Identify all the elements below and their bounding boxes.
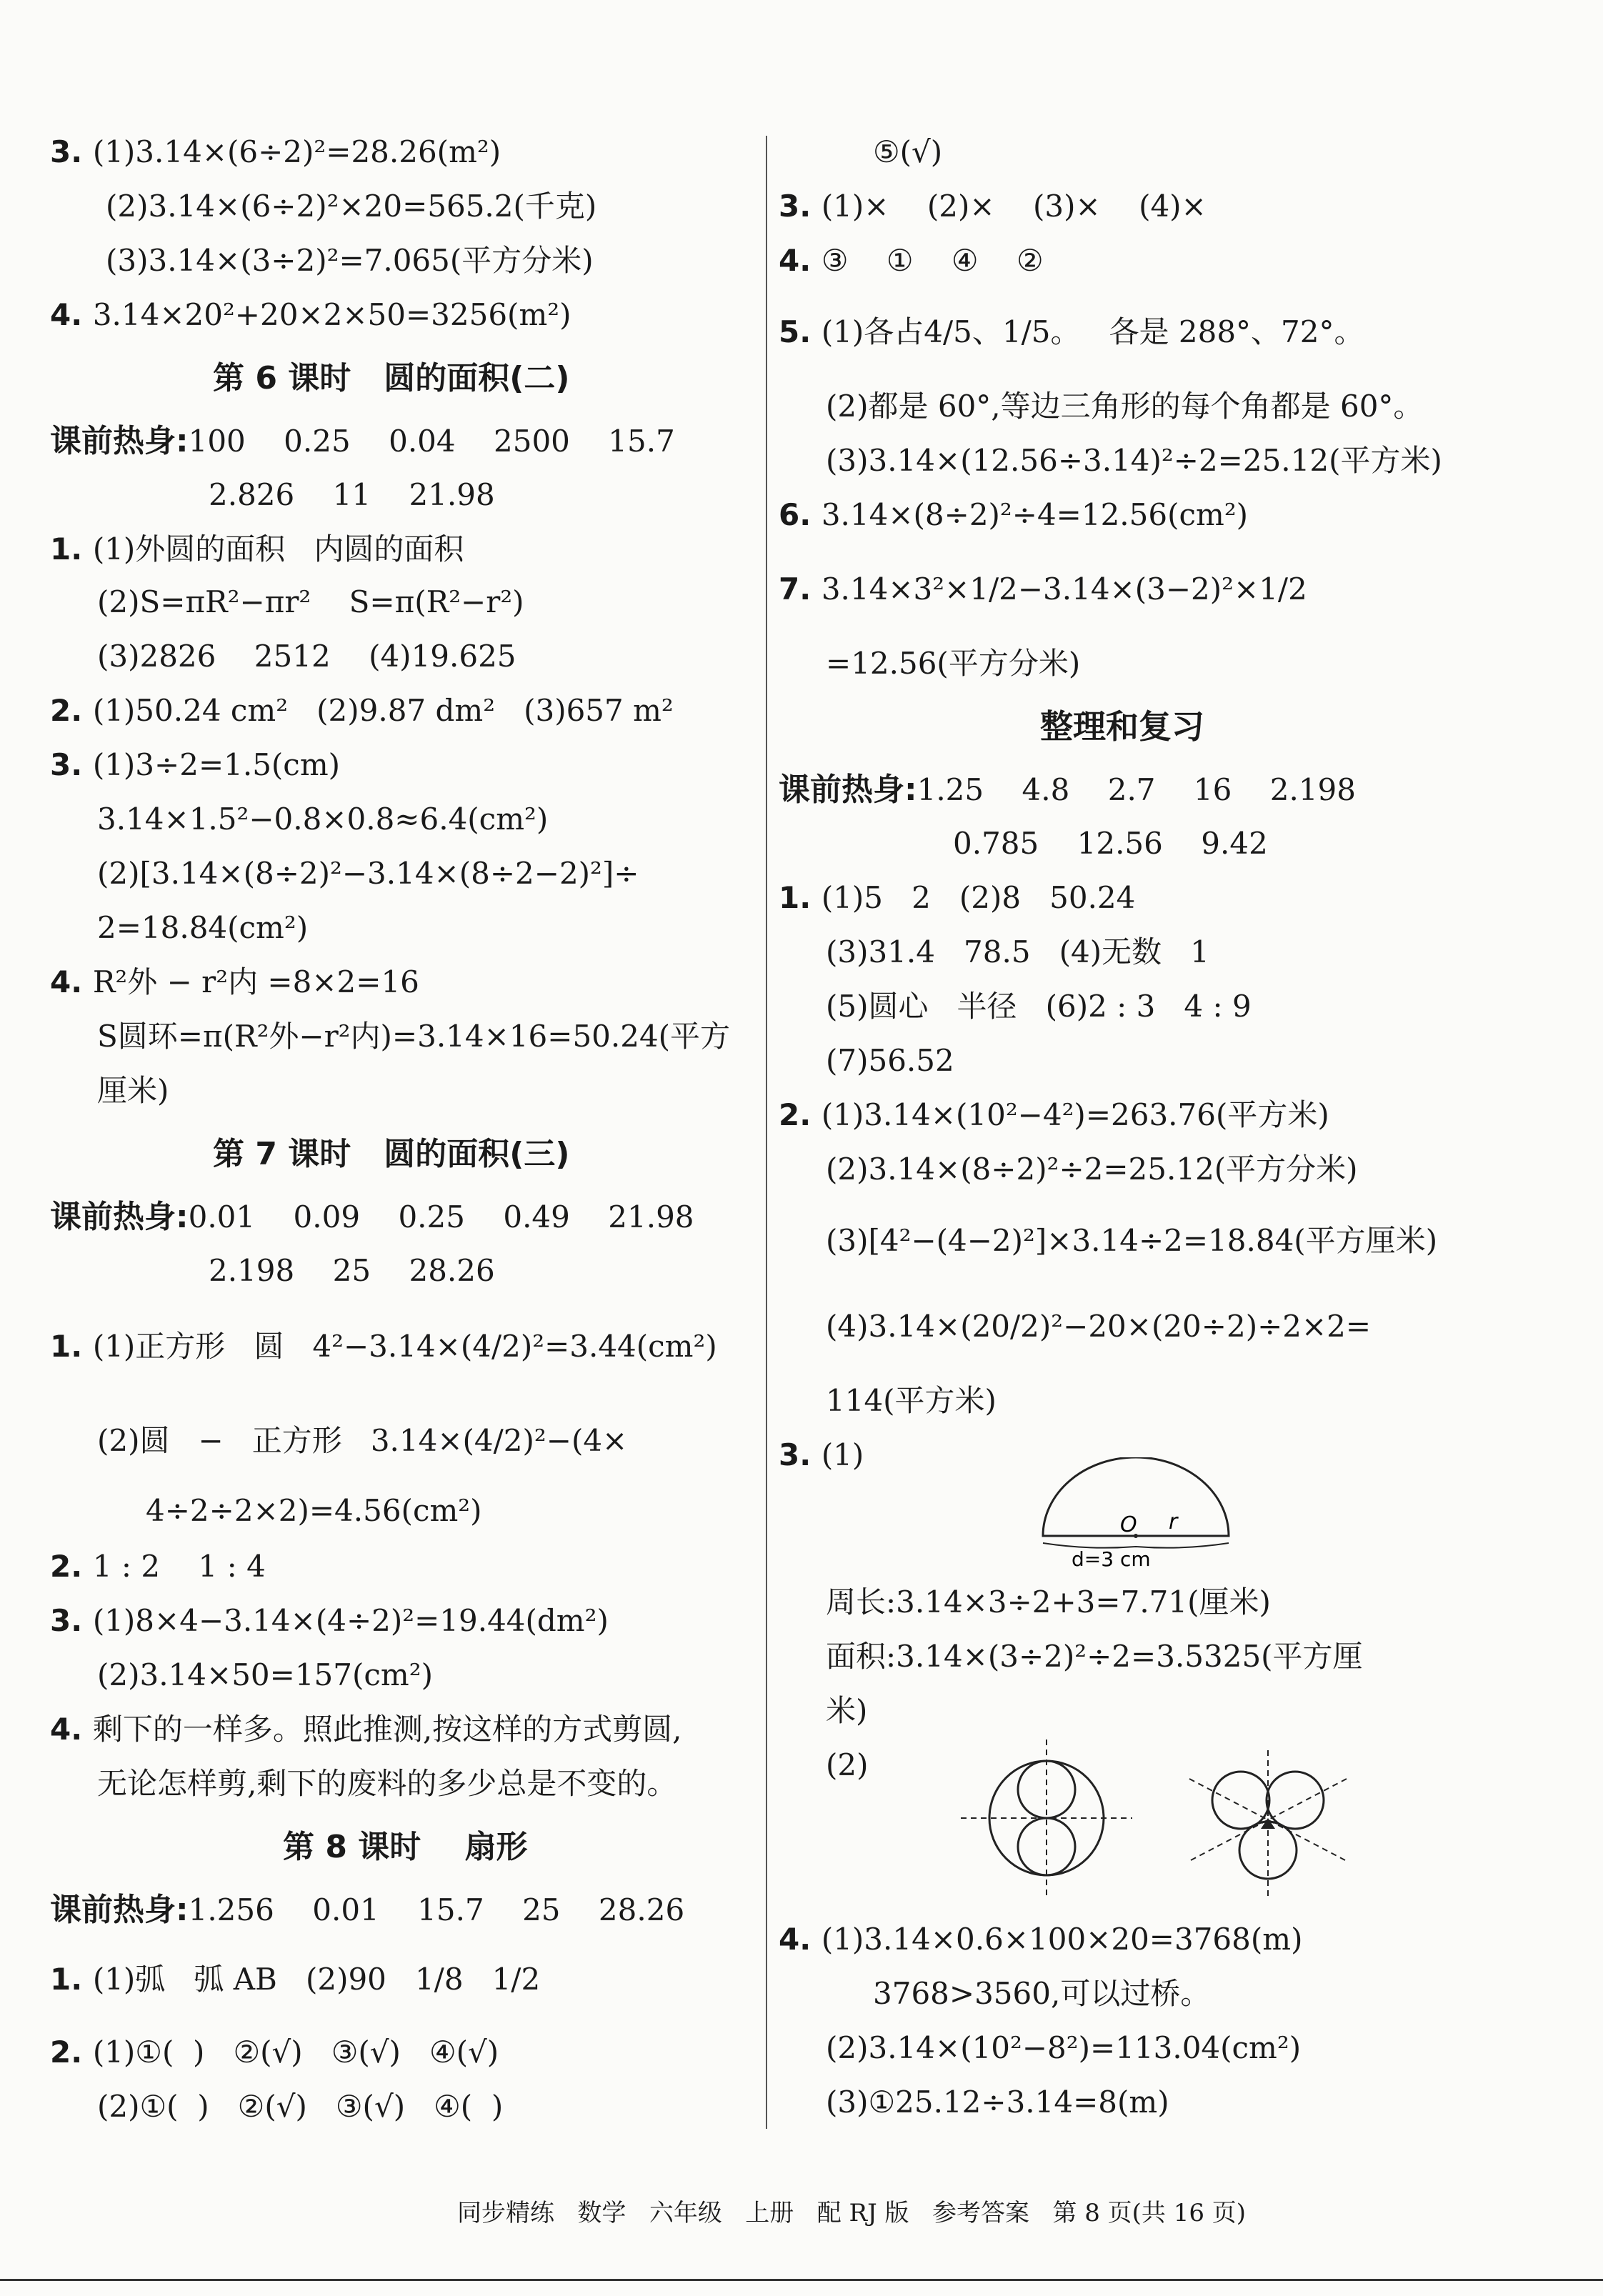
answer-text: 3.14×(8÷2)²÷4=12.56(cm²): [821, 497, 1249, 532]
question-number: 7.: [779, 571, 822, 607]
answer-text: (2)3.14×50=157(cm²): [97, 1657, 433, 1692]
left-line-24: [50, 1549, 266, 1584]
answer-text: 剩下的一样多。照此推测,按这样的方式剪圆,: [92, 1712, 682, 1747]
question-number: 6.: [779, 497, 822, 532]
answer-text: ③ ① ④ ②: [821, 243, 1044, 278]
right-line-7: [779, 571, 1307, 607]
answer-text: 100 0.25 0.04 2500 15.7: [188, 424, 675, 459]
answer-text: (1)外圆的面积 内圆的面积: [92, 531, 464, 566]
answer-text: 0.01 0.09 0.25 0.49 21.98: [188, 1199, 694, 1234]
answer-text: (1)5 2 (2)8 50.24: [821, 880, 1136, 915]
left-line-23: [146, 1493, 482, 1528]
question-number: 2.: [50, 1549, 93, 1584]
answer-text: (2)①( ) ②(√) ③(√) ④( ): [97, 2089, 504, 2124]
answer-text: (1)①( ) ②(√) ③(√) ④(√): [92, 2035, 499, 2070]
answer-text: (1): [821, 1437, 864, 1472]
question-number: 1.: [50, 531, 93, 566]
right-section-heading: 整理和复习: [1040, 707, 1204, 746]
answer-text: 无论怎样剪,剩下的废料的多少总是不变的。: [97, 1766, 677, 1801]
left-line-9: [97, 639, 516, 674]
answer-text: (2)3.14×(10²−8²)=113.04(cm²): [826, 2030, 1302, 2065]
right-line-27: [873, 1976, 1211, 2011]
answer-text: (1)各占4/5、1/5。 各是 288°、72°。: [821, 314, 1364, 349]
warmup-label: 课前热身:: [50, 1199, 189, 1235]
right-line-19: [826, 1309, 1372, 1344]
answer-text: (3)[4²−(4−2)²]×3.14÷2=18.84(平方厘米): [826, 1223, 1438, 1258]
right-line-18: [826, 1223, 1438, 1258]
answer-text: (7)56.52: [826, 1043, 954, 1078]
left-section-heading: 第 7 课时 圆的面积(三): [213, 1136, 570, 1172]
answer-text: =12.56(平方分米): [826, 646, 1081, 681]
answer-text: 114(平方米): [826, 1383, 997, 1418]
left-line-11: [50, 747, 341, 782]
left-line-10: [50, 693, 674, 728]
answer-text: 4÷2÷2×2)=4.56(cm²): [146, 1493, 482, 1528]
answer-text: ⑤(√): [873, 134, 943, 169]
answer-text: 周长:3.14×3÷2+3=7.71(厘米): [826, 1584, 1271, 1619]
right-line-20: [826, 1383, 997, 1418]
answer-text: (2)圆 − 正方形 3.14×(4/2)²−(4×: [97, 1423, 628, 1458]
right-line-2: [779, 243, 1044, 278]
left-line-32: [50, 2035, 499, 2070]
answer-text: (2)3.14×(6÷2)²×20=565.2(千克): [106, 189, 597, 224]
circle-figure-b: [1179, 1736, 1357, 1900]
answer-text: (3)3.14×(3÷2)²=7.065(平方分米): [106, 243, 594, 278]
question-number: 4.: [779, 1922, 822, 1957]
answer-text: 面积:3.14×(3÷2)²÷2=3.5325(平方厘: [826, 1639, 1363, 1674]
circle-figure-a: [957, 1736, 1136, 1900]
answer-text: (3)3.14×(12.56÷3.14)²÷2=25.12(平方米): [826, 443, 1442, 478]
semicircle-figure: [1029, 1457, 1243, 1572]
left-line-12: [97, 802, 549, 837]
left-line-1: [106, 189, 597, 224]
answer-text: (1)弧 弧 AB (2)90 1/8 1/2: [92, 1962, 541, 1997]
right-line-8: [826, 646, 1081, 681]
right-line-29: [826, 2085, 1169, 2120]
column-divider: [766, 136, 767, 2129]
question-number: 1.: [779, 880, 822, 915]
right-line-3: [779, 314, 1364, 349]
answer-text: 2.198 25 28.26: [209, 1253, 495, 1288]
right-line-14: [826, 989, 1252, 1024]
answer-text: (1)正方形 圆 4²−3.14×(4/2)²=3.44(cm²): [92, 1329, 717, 1364]
right-line-6: [779, 497, 1249, 532]
right-line-10: [779, 774, 1356, 806]
left-section-heading: 第 6 课时 圆的面积(二): [213, 360, 570, 396]
diameter-label: d=3 cm: [1072, 1547, 1151, 1571]
answer-text: 1 : 2 1 : 4: [92, 1549, 266, 1584]
right-line-4: [826, 389, 1424, 424]
left-line-6: [209, 477, 495, 512]
left-line-7: [50, 531, 464, 566]
left-line-17: [97, 1073, 169, 1108]
left-line-20: [209, 1253, 495, 1288]
question-number: 2.: [50, 693, 93, 728]
answer-text: 3.14×20²+20×2×50=3256(m²): [92, 297, 571, 332]
left-line-15: [50, 964, 419, 999]
right-line-23: [826, 1639, 1363, 1674]
right-line-17: [826, 1152, 1358, 1187]
right-line-25: [826, 1747, 869, 1782]
left-line-21: [50, 1329, 717, 1364]
question-number: 4.: [50, 1712, 93, 1747]
answer-text: 1.256 0.01 15.7 25 28.26: [188, 1892, 685, 1927]
left-line-16: [97, 1019, 731, 1054]
answer-text: (4)3.14×(20/2)²−20×(20÷2)÷2×2=: [826, 1309, 1372, 1344]
warmup-label: 课前热身:: [50, 1892, 189, 1928]
left-line-31: [50, 1962, 541, 1997]
right-line-15: [826, 1043, 954, 1078]
answer-text: (3)31.4 78.5 (4)无数 1: [826, 934, 1209, 969]
warmup-label: 课前热身:: [50, 423, 189, 459]
answer-text: 米): [826, 1693, 868, 1728]
answer-text: 0.785 12.56 9.42: [953, 826, 1268, 861]
radius-label: r: [1169, 1509, 1178, 1534]
left-line-22: [97, 1423, 628, 1458]
answer-text: (5)圆心 半径 (6)2 : 3 4 : 9: [826, 989, 1252, 1024]
left-line-2: [106, 243, 594, 278]
right-line-12: [779, 880, 1136, 915]
left-line-3: [50, 297, 571, 332]
question-number: 4.: [50, 297, 93, 332]
question-number: 2.: [779, 1097, 822, 1132]
question-number: 3.: [779, 189, 822, 224]
answer-text: (1)8×4−3.14×(4÷2)²=19.44(dm²): [92, 1603, 609, 1638]
question-number: 5.: [779, 314, 822, 349]
left-line-33: [97, 2089, 504, 2124]
answer-text: 3.14×1.5²−0.8×0.8≈6.4(cm²): [97, 802, 549, 837]
left-line-30: [50, 1892, 685, 1928]
question-number: 1.: [50, 1329, 93, 1364]
answer-text: 2=18.84(cm²): [97, 910, 309, 945]
right-line-26: [779, 1922, 1303, 1957]
right-line-5: [826, 443, 1442, 478]
right-line-28: [826, 2030, 1302, 2065]
answer-text: 3.14×3²×1/2−3.14×(3−2)²×1/2: [821, 571, 1307, 607]
answer-text: (1)3.14×(10²−4²)=263.76(平方米): [821, 1097, 1329, 1132]
left-line-8: [97, 584, 524, 619]
answer-text: (1)3÷2=1.5(cm): [92, 747, 341, 782]
answer-text: (1)3.14×0.6×100×20=3768(m): [821, 1922, 1303, 1957]
answer-text: (2): [826, 1747, 869, 1782]
answer-text: R²外 − r²内 =8×2=16: [92, 964, 419, 999]
left-line-28: [97, 1766, 677, 1801]
bottom-rule: [0, 2279, 1603, 2281]
right-line-0: [873, 134, 943, 169]
left-line-5: [50, 423, 675, 459]
page-footer: 同步精练 数学 六年级 上册 配 RJ 版 参考答案 第 8 页(共 16 页): [457, 2199, 1247, 2227]
question-number: 3.: [50, 134, 93, 169]
right-line-21: [779, 1437, 864, 1472]
left-line-0: [50, 134, 501, 169]
answer-text: (3)2826 2512 (4)19.625: [97, 639, 516, 674]
right-line-11: [953, 826, 1268, 861]
left-line-26: [97, 1657, 433, 1692]
right-line-1: [779, 189, 1207, 224]
right-line-16: [779, 1097, 1329, 1132]
left-section-heading: 第 8 课时 扇形: [283, 1829, 528, 1865]
answer-text: (2)[3.14×(8÷2)²−3.14×(8÷2−2)²]÷: [97, 856, 639, 891]
answer-text: 1.25 4.8 2.7 16 2.198: [917, 772, 1357, 807]
answer-text: (2)3.14×(8÷2)²÷2=25.12(平方分米): [826, 1152, 1358, 1187]
question-number: 2.: [50, 2035, 93, 2070]
right-line-24: [826, 1693, 868, 1728]
answer-text: (1)3.14×(6÷2)²=28.26(m²): [92, 134, 501, 169]
answer-text: S圆环=π(R²外−r²内)=3.14×16=50.24(平方: [97, 1019, 731, 1054]
left-line-13: [97, 856, 639, 891]
center-label: O: [1120, 1512, 1137, 1537]
left-line-14: [97, 910, 309, 945]
answer-text: (2)都是 60°,等边三角形的每个角都是 60°。: [826, 389, 1424, 424]
question-number: 1.: [50, 1962, 93, 1997]
warmup-label: 课前热身:: [779, 772, 917, 808]
answer-text: 厘米): [97, 1073, 169, 1108]
answer-text: (3)①25.12÷3.14=8(m): [826, 2085, 1169, 2120]
left-line-25: [50, 1603, 609, 1638]
answer-text: 2.826 11 21.98: [209, 477, 495, 512]
answer-text: 3768>3560,可以过桥。: [873, 1976, 1211, 2011]
answer-text: (1)50.24 cm² (2)9.87 dm² (3)657 m²: [92, 693, 674, 728]
answer-text: (1)× (2)× (3)× (4)×: [821, 189, 1207, 224]
question-number: 3.: [50, 747, 93, 782]
right-line-13: [826, 934, 1209, 969]
question-number: 3.: [50, 1603, 93, 1638]
question-number: 3.: [779, 1437, 822, 1472]
question-number: 4.: [779, 243, 822, 278]
left-line-27: [50, 1714, 682, 1745]
question-number: 4.: [50, 964, 93, 999]
right-line-22: [826, 1584, 1271, 1619]
left-line-19: [50, 1199, 694, 1235]
answer-text: (2)S=πR²−πr² S=π(R²−r²): [97, 584, 524, 619]
